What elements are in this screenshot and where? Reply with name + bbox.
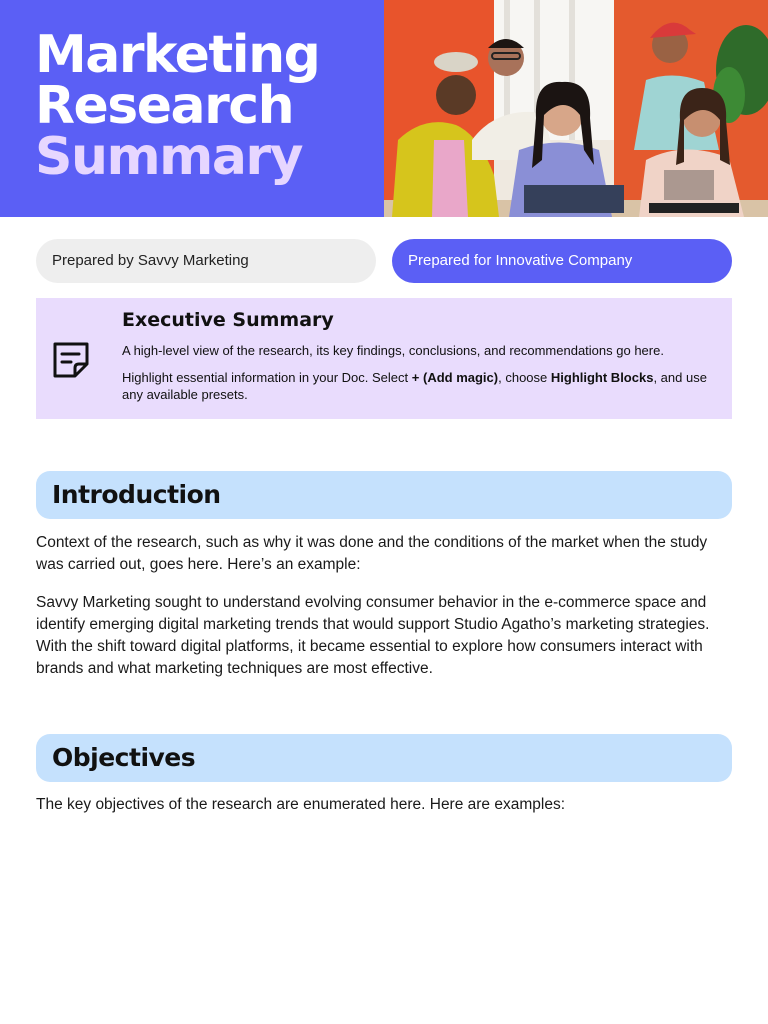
executive-summary-text-1: A high-level view of the research, its key findings, conclusions, and recommendations go here. [122,343,664,358]
introduction-paragraph-2: Savvy Marketing sought to understand evolving consumer behavior in the e-commerce space and identify emerging digital marketing trends that would support Studio Agatho’s marketing strategies. With the shift toward digital platforms, it became essential to explore how consumers interact with brands and what marketing techniques are most effective. [36,594,710,677]
highlight-blocks-label: Highlight Blocks [550,370,654,385]
executive-summary-title: Executive Summary [122,309,334,331]
sticky-note-icon [49,338,93,382]
introduction-heading: Introduction [52,480,221,509]
team-photo-icon [384,0,768,217]
hero-title-box [0,0,384,217]
title-line-3: Summary [35,127,302,187]
objectives-header [36,734,732,782]
exec-text-part-b: , choose [498,370,551,385]
introduction-header [36,471,732,519]
exec-text-part-c: , and use any available presets. [122,370,707,402]
add-magic-label: (Add magic) [422,370,499,385]
hero-banner [0,0,768,217]
executive-summary-text-2 [122,369,722,403]
document-title [35,25,320,187]
title-line-1: Marketing [35,25,320,85]
objectives-paragraph-1: The key objectives of the research are enumerated here. Here are examples: [36,796,565,813]
objectives-heading: Objectives [52,743,196,772]
prepared-by-pill: Prepared by Savvy Marketing [36,239,376,283]
introduction-paragraph-1: Context of the research, such as why it was done and the conditions of the market when the study was carried out, goes here. Here’s an example: [36,534,708,573]
add-magic-plus: + [411,370,420,385]
team-photo [384,0,768,217]
executive-summary-block [36,298,732,419]
prepared-for-pill: Prepared for Innovative Company [392,239,732,283]
exec-text-part-a: Highlight essential information in your Doc. Select [122,370,412,385]
title-line-2: Research [35,76,294,136]
